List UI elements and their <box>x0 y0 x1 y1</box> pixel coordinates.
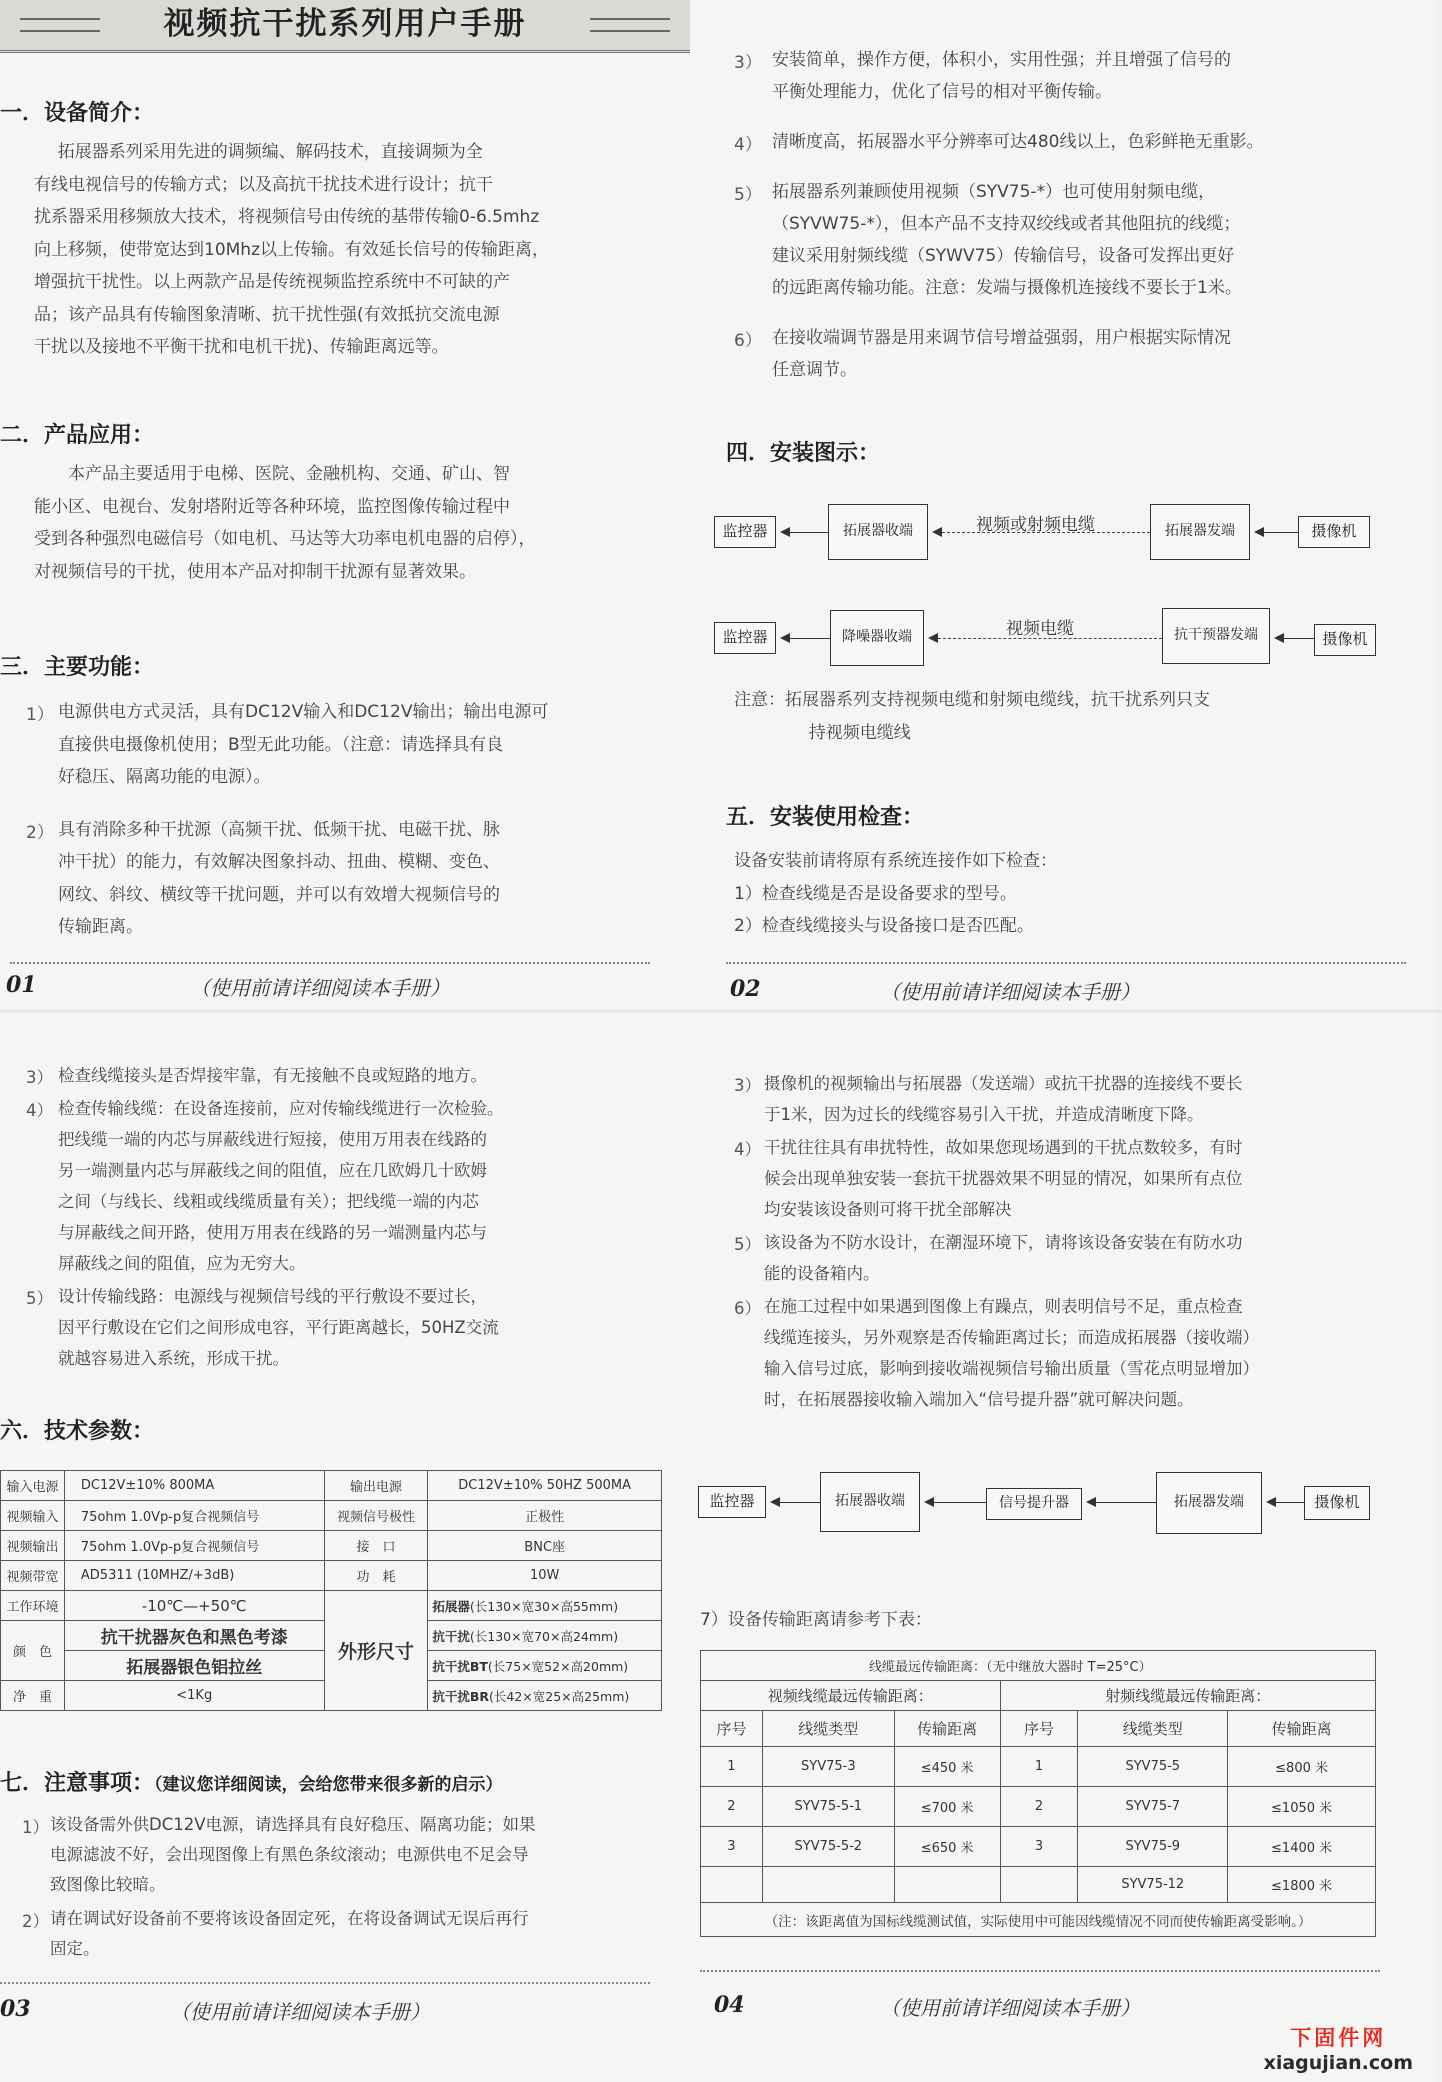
table-row <box>701 1867 1376 1903</box>
text-line: 摄像机的视频输出与拓展器（发送端）或抗干扰器的连接线不要长 <box>764 1074 1243 1093</box>
item-number: 4） <box>734 1140 761 1159</box>
page-number: 02 <box>730 976 761 1002</box>
arrow-head <box>932 527 942 537</box>
cell: SYV75-5 <box>1078 1747 1228 1787</box>
cell: ≤1800 米 <box>1228 1867 1376 1903</box>
cell: 2 <box>701 1787 763 1827</box>
spec-label: 功 耗 <box>324 1561 428 1591</box>
size-dim: (长75×宽52×高20mm) <box>487 1658 629 1674</box>
spec-value: <1Kg <box>64 1681 324 1711</box>
monitor-box: 监控器 <box>714 622 776 654</box>
sender-box: 抗干预器发端 <box>1162 608 1270 664</box>
size-row <box>428 1591 662 1621</box>
arrow-line <box>934 1502 986 1503</box>
text-line: 品；该产品具有传输图象清晰、抗干扰性强(有效抵抗交流电源 <box>34 304 500 325</box>
arrow-line <box>790 532 828 533</box>
item-number: 2） <box>26 822 54 843</box>
item-text <box>772 176 1242 304</box>
text-line: 安装简单，操作方便，体积小，实用性强；并且增强了信号的 <box>772 50 1231 70</box>
section-6-title: 六．技术参数： <box>0 1419 155 1444</box>
item-number: 6） <box>734 1299 761 1318</box>
spec-value: 10W <box>428 1561 662 1591</box>
text-line: 本产品主要适用于电梯、医院、金融机构、交通、矿山、智 <box>68 464 510 484</box>
text-line: 干扰往往具有串扰特性，故如果您现场遇到的干扰点数较多，有时 <box>764 1138 1243 1157</box>
table-row <box>701 1787 1376 1827</box>
item-text <box>764 1068 1243 1130</box>
size-row <box>428 1621 662 1651</box>
text-line: 对视频信号的干扰，使用本产品对抑制干扰源有显著效果。 <box>34 561 476 582</box>
text-line: 电源供电方式灵活，具有DC12V输入和DC12V输出；输出电源可 <box>58 702 549 722</box>
size-row <box>428 1651 662 1681</box>
size-dim: (长130×宽70×高24mm) <box>469 1628 619 1644</box>
item-number: 4） <box>26 1101 53 1120</box>
page-number: 04 <box>714 1992 745 2018</box>
text-line: 致图像比较暗。 <box>50 1875 166 1894</box>
item-text <box>772 126 1263 158</box>
distance-intro: 7）设备传输距离请参考下表： <box>700 1610 932 1630</box>
item-text <box>58 814 500 944</box>
footer-rule <box>0 1982 650 1984</box>
spec-value: DC12V±10% 800MA <box>64 1471 324 1501</box>
text-line: 在接收端调节器是用来调节信号增益强弱，用户根据实际情况 <box>772 328 1231 348</box>
text-line: 直接供电摄像机使用；B型无此功能。（注意：请选择具有良 <box>58 734 504 755</box>
text-line: 因平行敷设在它们之间形成电容，平行距离越长，50HZ交流 <box>58 1318 499 1337</box>
text-line: 屏蔽线之间的阻值，应为无穷大。 <box>58 1254 306 1273</box>
spec-label: 视频带宽 <box>1 1561 65 1591</box>
item-text <box>772 322 1231 386</box>
spec-label: 颜 色 <box>1 1621 65 1681</box>
text-line: 平衡处理能力，优化了信号的相对平衡传输。 <box>772 82 1112 102</box>
spec-value: 拓展器银色铝拉丝 <box>64 1651 324 1681</box>
footer-note: （使用前请详细阅读本手册） <box>170 2000 430 2024</box>
item-number: 1） <box>22 1818 49 1837</box>
section-1-title: 一．设备简介： <box>0 101 155 126</box>
distance-note: （注：该距离值为国标线缆测试值，实际使用中可能因线缆情况不同而使传输距离受影响。） <box>701 1903 1376 1937</box>
spec-value: BNC座 <box>428 1531 662 1561</box>
section-1-body <box>34 136 674 364</box>
col-header: 序号 <box>1000 1711 1078 1747</box>
text-line: 设备安装前请将原有系统连接作如下检查： <box>734 851 1057 871</box>
section-5-title: 五．安装使用检查： <box>726 805 925 830</box>
cell: ≤1050 米 <box>1228 1787 1376 1827</box>
cell: SYV75-9 <box>1078 1827 1228 1867</box>
site-watermark <box>1264 2022 1413 2074</box>
spec-row <box>1 1591 662 1621</box>
video-head: 视频线缆最远传输距离： <box>701 1681 1001 1711</box>
text-line: 候会出现单独安装一套抗干扰器效果不明显的情况，如果所有点位 <box>764 1169 1243 1188</box>
item-number: 5） <box>734 1235 761 1254</box>
arrow-head <box>928 633 938 643</box>
section-7-heading: 七．注意事项： <box>0 1771 155 1796</box>
cell <box>894 1867 1000 1903</box>
cell: ≤1400 米 <box>1228 1827 1376 1867</box>
spec-value: 正极性 <box>428 1501 662 1531</box>
text-line: 注意：拓展器系列支持视频电缆和射频电缆线，抗干扰系列只支 <box>734 690 1210 710</box>
arrow-head <box>924 1497 934 1507</box>
text-line: 任意调节。 <box>772 360 857 380</box>
camera-box: 摄像机 <box>1314 624 1376 656</box>
cell: 2 <box>1000 1787 1078 1827</box>
receiver-box: 拓展器收端 <box>820 1472 920 1532</box>
sender-box: 拓展器发端 <box>1150 504 1250 560</box>
size-name: 抗干扰 <box>432 1628 470 1644</box>
rf-head: 射频线缆最远传输距离： <box>1000 1681 1375 1711</box>
size-row <box>428 1681 662 1711</box>
footer-note: （使用前请详细阅读本手册） <box>190 976 450 1000</box>
cable-label: 视频或射频电缆 <box>976 515 1095 535</box>
col-header: 传输距离 <box>894 1711 1000 1747</box>
monitor-box: 监控器 <box>714 516 776 548</box>
text-line: 之间（与线长、线粗或线缆质量有关）；把线缆一端的内芯 <box>58 1192 479 1211</box>
cell: SYV75-12 <box>1078 1867 1228 1903</box>
item-text <box>58 1281 499 1374</box>
spec-value: 75ohm 1.0Vp-p复合视频信号 <box>64 1501 324 1531</box>
cell: 1 <box>1000 1747 1078 1787</box>
item-number: 5） <box>26 1289 53 1308</box>
sender-box: 拓展器发端 <box>1156 1472 1262 1534</box>
text-line: 好稳压、隔离功能的电源）。 <box>58 767 271 787</box>
spec-row <box>1 1561 662 1591</box>
arrow-head <box>1254 527 1264 537</box>
monitor-box: 监控器 <box>698 1486 766 1518</box>
header-rule-left <box>20 18 100 32</box>
text-line: 受到各种强烈电磁信号（如电机、马达等大功率电机电器的启停）， <box>34 529 536 549</box>
item-text <box>764 1291 1259 1415</box>
fold-line-horizontal <box>0 1010 1442 1013</box>
item-text <box>58 1093 504 1279</box>
text-line: 有线电视信号的传输方式；以及高抗干扰技术进行设计；抗干 <box>34 174 493 195</box>
spec-row <box>1 1531 662 1561</box>
spec-table <box>0 1470 662 1711</box>
text-line: 冲干扰）的能力，有效解决图象抖动、扭曲、模糊、变色、 <box>58 852 500 872</box>
footer-rule <box>700 1970 1380 1972</box>
cell: SYV75-5-2 <box>762 1827 894 1867</box>
arrow-head <box>780 633 790 643</box>
receiver-box: 拓展器收端 <box>828 504 928 560</box>
booster-box: 信号提升器 <box>986 1488 1082 1520</box>
camera-box: 摄像机 <box>1298 516 1370 548</box>
col-header: 线缆类型 <box>762 1711 894 1747</box>
spec-label: 接 口 <box>324 1531 428 1561</box>
spec-label: 工作环境 <box>1 1591 65 1621</box>
watermark-url: xiagujian.com <box>1263 2052 1413 2074</box>
diagram-note <box>734 684 1394 749</box>
item-number: 3） <box>26 1068 53 1087</box>
item-text <box>764 1132 1243 1225</box>
section-4-title: 四．安装图示： <box>726 441 881 466</box>
spec-label: 输出电源 <box>324 1471 428 1501</box>
text-line: 1）检查线缆是否是设备要求的型号。 <box>734 883 1017 904</box>
cable-label: 视频电缆 <box>1006 619 1074 639</box>
item-number: 3） <box>734 1076 761 1095</box>
footer-rule <box>10 962 650 964</box>
text-line: 固定。 <box>50 1939 100 1958</box>
text-line: （SYVW75-*），但本产品不支持双绞线或者其他阻抗的线缆； <box>772 214 1241 234</box>
cell: SYV75-3 <box>762 1747 894 1787</box>
table-row <box>701 1747 1376 1787</box>
distance-title-row <box>701 1651 1376 1681</box>
manual-title: 视频抗干扰系列用户手册 <box>163 6 527 42</box>
spec-row <box>1 1471 662 1501</box>
text-line: 与屏蔽线之间开路，使用万用表在线路的另一端测量内芯与 <box>58 1223 487 1242</box>
text-line: 能的设备箱内。 <box>764 1264 880 1283</box>
size-label: 外形尺寸 <box>324 1591 428 1711</box>
col-header: 序号 <box>701 1711 763 1747</box>
receiver-box: 降噪器收端 <box>830 610 924 666</box>
text-line: 时，在拓展器接收输入端加入“信号提升器”就可解决问题。 <box>764 1390 1194 1409</box>
footer-rule <box>726 962 1406 964</box>
spec-label: 视频输出 <box>1 1531 65 1561</box>
cell: 3 <box>701 1827 763 1867</box>
arrow-line <box>1284 638 1314 639</box>
size-name: 抗干扰BR <box>432 1688 489 1704</box>
cell: SYV75-7 <box>1078 1787 1228 1827</box>
item-text <box>58 1060 487 1091</box>
table-note-row <box>701 1903 1376 1937</box>
cell: ≤650 米 <box>894 1827 1000 1867</box>
text-line: 电源滤波不好，会出现图像上有黑色条纹滚动；电源供电不足会导 <box>50 1845 529 1864</box>
distance-col-header <box>701 1711 1376 1747</box>
text-line: 拓展器系列采用先进的调频编、解码技术，直接调频为全 <box>57 142 483 162</box>
text-line: 在施工过程中如果遇到图像上有躁点，则表明信号不足，重点检查 <box>764 1297 1243 1316</box>
size-dim: (长42×宽25×高25mm) <box>489 1688 630 1704</box>
text-line: 干扰以及接地不平衡干扰和电机干扰)、传输距离远等。 <box>34 337 449 357</box>
text-line: 线缆连接头，另外观察是否传输距离过长；而造成拓展器（接收端） <box>764 1328 1259 1347</box>
arrow-line <box>1264 532 1298 533</box>
text-line: 的远距离传输功能。注意：发端与摄像机连接线不要长于1米。 <box>772 278 1242 298</box>
item-number: 1） <box>26 705 54 725</box>
arrow-line <box>790 638 830 639</box>
distance-table <box>700 1650 1376 1937</box>
arrow-head <box>1086 1497 1096 1507</box>
footer-note: （使用前请详细阅读本手册） <box>880 1996 1140 2020</box>
text-line: 把线缆一端的内芯与屏蔽线进行短接，使用万用表在线路的 <box>58 1130 487 1149</box>
spec-value: 抗干扰器灰色和黑色考漆 <box>64 1621 324 1651</box>
text-line: 建议采用射频线缆（SYWV75）传输信号，设备可发挥出更好 <box>772 246 1235 266</box>
cell <box>1000 1867 1078 1903</box>
page-03 <box>0 1010 690 2082</box>
item-text <box>772 44 1231 108</box>
spec-value: -10℃—+50℃ <box>64 1591 324 1621</box>
cell: SYV75-5-1 <box>762 1787 894 1827</box>
arrow-head <box>780 527 790 537</box>
arrow-head <box>1266 1497 1276 1507</box>
item-text <box>58 696 548 794</box>
size-name: 抗干扰BT <box>432 1658 488 1674</box>
arrow-head <box>1274 633 1284 643</box>
text-line: 持视频电缆线 <box>808 722 911 743</box>
text-line: 另一端测量内芯与屏蔽线之间的阻值，应在几欧姆几十欧姆 <box>58 1161 487 1180</box>
page-02 <box>690 0 1435 1020</box>
text-line: 该设备为不防水设计，在潮湿环境下，请将该设备安装在有防水功 <box>764 1233 1243 1252</box>
section-7-subtitle: （建议您详细阅读，会给您带来很多新的启示） <box>154 1775 503 1795</box>
cell: 1 <box>701 1747 763 1787</box>
text-line: 向上移频，使带宽达到10Mhz以上传输。有效延长信号的传输距离， <box>34 239 549 260</box>
camera-box: 摄像机 <box>1304 1486 1370 1520</box>
spec-label: 视频输入 <box>1 1501 65 1531</box>
section-3-title: 三．主要功能： <box>0 655 155 680</box>
cell <box>762 1867 894 1903</box>
text-line: 就越容易进入系统，形成干扰。 <box>58 1349 289 1368</box>
item-number: 3） <box>734 53 762 73</box>
footer-note: （使用前请详细阅读本手册） <box>880 980 1140 1004</box>
cell: ≤800 米 <box>1228 1747 1376 1787</box>
text-line: 具有消除多种干扰源（高频干扰、低频干扰、电磁干扰、脉 <box>58 819 500 840</box>
text-line: 请在调试好设备前不要将该设备固定死，在将设备调试无误后再行 <box>50 1909 529 1928</box>
spec-value: DC12V±10% 50HZ 500MA <box>428 1471 662 1501</box>
spec-label: 视频信号极性 <box>324 1501 428 1531</box>
item-text <box>50 1904 529 1964</box>
text-line: 设计传输线路：电源线与视频信号线的平行敷设不要过长， <box>58 1287 487 1306</box>
section-7-title <box>0 1766 503 1797</box>
text-line: 网纹、斜纹、横纹等干扰问题，并可以有效增大视频信号的 <box>58 884 500 905</box>
text-line: 于1米，因为过长的线缆容易引入干扰，并造成清晰度下降。 <box>764 1105 1204 1124</box>
text-line: 该设备需外供DC12V电源，请选择具有良好稳压、隔离功能；如果 <box>50 1815 536 1834</box>
distance-subhead-row <box>701 1681 1376 1711</box>
text-line: 增强抗干扰性。以上两款产品是传统视频监控系统中不可缺的产 <box>34 272 510 292</box>
text-line: 扰系器采用移频放大技术，将视频信号由传统的基带传输0-6.5mhz <box>34 207 540 227</box>
spec-label: 输入电源 <box>1 1471 65 1501</box>
page-04 <box>690 1020 1435 2082</box>
table-row <box>701 1827 1376 1867</box>
cell: ≤700 米 <box>894 1787 1000 1827</box>
text-line: 检查传输线缆：在设备连接前，应对传输线缆进行一次检验。 <box>58 1099 504 1118</box>
text-line: 2）检查线缆接头与设备接口是否匹配。 <box>734 916 1034 936</box>
item-number: 2） <box>22 1912 49 1931</box>
text-line: 拓展器系列兼顾使用视频（SYV75-*）也可使用射频电缆， <box>772 182 1216 202</box>
size-dim: (长130×宽30×高55mm) <box>469 1598 619 1614</box>
col-header: 传输距离 <box>1228 1711 1376 1747</box>
distance-title: 线缆最远传输距离：（无中继放大器时 T=25°C） <box>701 1651 1376 1681</box>
arrow-line <box>780 1502 820 1503</box>
arrow-head <box>770 1497 780 1507</box>
arrow-line <box>1096 1502 1156 1503</box>
page-number: 03 <box>0 1996 31 2022</box>
page-number: 01 <box>6 972 37 998</box>
header-rule-right <box>590 18 670 32</box>
section-2-body <box>34 458 674 588</box>
text-line: 传输距离。 <box>58 917 143 937</box>
text-line: 输入信号过底，影响到接收端视频信号输出质量（雪花点明显增加） <box>764 1359 1259 1378</box>
text-line: 检查线缆接头是否焊接牢靠，有无接触不良或短路的地方。 <box>58 1066 487 1085</box>
check-list <box>734 845 1394 943</box>
arrow-line <box>1276 1502 1304 1503</box>
item-text <box>50 1810 536 1900</box>
text-line: 均安装该设备则可将干扰全部解决 <box>764 1200 1012 1219</box>
cell <box>701 1867 763 1903</box>
item-number: 4） <box>734 135 762 155</box>
cell: 3 <box>1000 1827 1078 1867</box>
spec-value: 75ohm 1.0Vp-p复合视频信号 <box>64 1531 324 1561</box>
item-number: 6） <box>734 331 762 351</box>
watermark-name: 下固件网 <box>1290 2026 1387 2050</box>
manual-header <box>0 0 690 53</box>
col-header: 线缆类型 <box>1078 1711 1228 1747</box>
text-line: 清晰度高，拓展器水平分辨率可达480线以上，色彩鲜艳无重影。 <box>772 132 1264 152</box>
item-number: 5） <box>734 185 762 205</box>
text-line: 能小区、电视台、发射塔附近等各种环境，监控图像传输过程中 <box>34 496 510 517</box>
item-text <box>764 1227 1243 1289</box>
page-01 <box>0 0 690 1010</box>
size-name: 拓展器 <box>432 1598 470 1614</box>
spec-row <box>1 1501 662 1531</box>
spec-value: AD5311 (10MHZ/+3dB) <box>64 1561 324 1591</box>
cell: ≤450 米 <box>894 1747 1000 1787</box>
section-2-title: 二．产品应用： <box>0 423 155 448</box>
spec-label: 净 重 <box>1 1681 65 1711</box>
